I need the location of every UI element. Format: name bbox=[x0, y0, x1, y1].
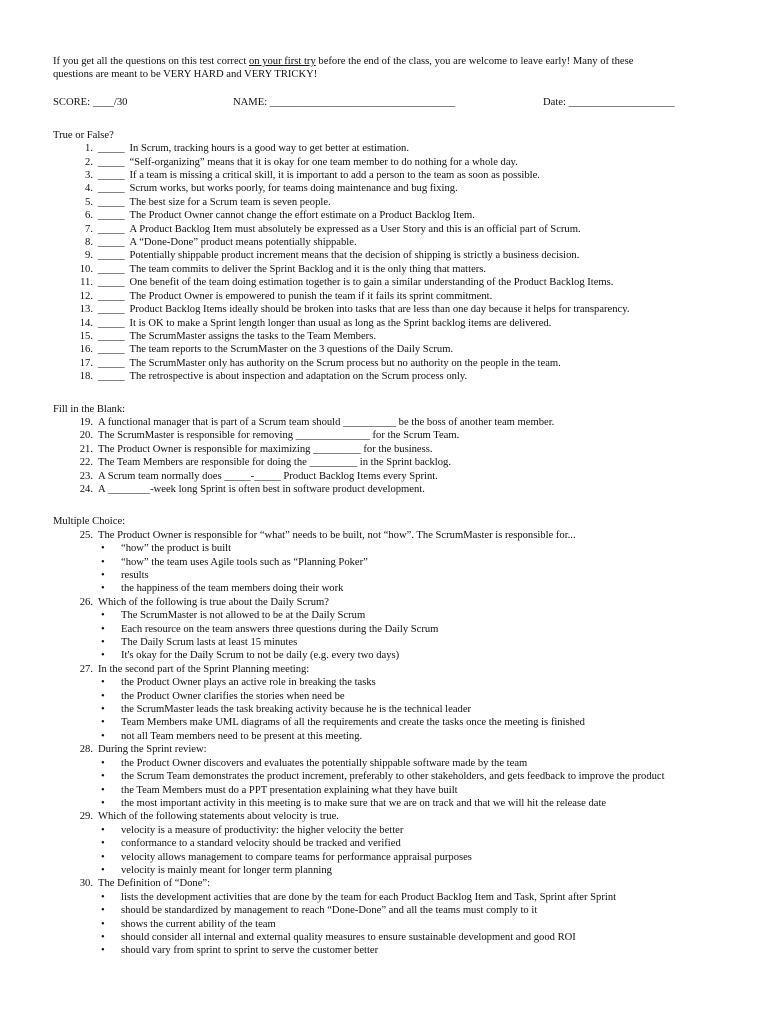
option-text: lists the development activities that are done by the team for each Product Backlog Item and Task, Sprint after Sprint bbox=[121, 891, 617, 903]
multiple-choice-question bbox=[53, 810, 713, 823]
multiple-choice-question bbox=[53, 877, 713, 890]
question-text: Which of the following statements about velocity is true. bbox=[98, 811, 339, 823]
fill-blank-item bbox=[53, 443, 713, 456]
date-field: Date: ____________________ bbox=[543, 96, 675, 108]
answer-option[interactable] bbox=[53, 556, 713, 569]
question-number: 26. bbox=[79, 596, 93, 608]
bullet-icon: • bbox=[101, 637, 105, 649]
question-number: 25. bbox=[79, 529, 93, 541]
bullet-icon: • bbox=[101, 757, 105, 769]
question-number: 28. bbox=[79, 744, 93, 756]
bullet-icon: • bbox=[101, 918, 105, 930]
fill-blank-item bbox=[53, 416, 713, 429]
true-false-item bbox=[53, 330, 713, 343]
answer-option[interactable] bbox=[53, 582, 713, 595]
true-false-item bbox=[53, 236, 713, 249]
option-text: shows the current ability of the team bbox=[121, 918, 276, 930]
answer-option[interactable] bbox=[53, 770, 713, 783]
option-text: the Product Owner discovers and evaluates the potentially shippable software made by the team bbox=[121, 757, 528, 769]
question-number: 11. bbox=[80, 277, 93, 289]
option-text: the Scrum Team demonstrates the product increment, preferably to other stakeholders, and gets feedback to improve the product bbox=[121, 771, 665, 783]
test-page bbox=[53, 55, 713, 958]
multiple-choice-list bbox=[53, 529, 713, 958]
intro bbox=[53, 55, 713, 82]
bullet-icon: • bbox=[101, 945, 105, 957]
true-false-item bbox=[53, 303, 713, 316]
bullet-icon: • bbox=[101, 730, 105, 742]
true-false-item bbox=[53, 263, 713, 276]
bullet-icon: • bbox=[101, 610, 105, 622]
answer-blank[interactable]: _____ bbox=[98, 263, 125, 275]
intro-text-continued: before the end of the class, you are welcome to leave early! Many of these bbox=[315, 56, 634, 67]
bullet-icon: • bbox=[101, 797, 105, 809]
question-text: One benefit of the team doing estimation together is to gain a similar understanding of the Product Backlog Items. bbox=[129, 277, 614, 289]
question-number: 12. bbox=[79, 290, 93, 302]
question-text: In Scrum, tracking hours is a good way to get better at estimation. bbox=[129, 143, 409, 155]
bullet-icon: • bbox=[101, 570, 105, 581]
question-number: 4. bbox=[85, 183, 93, 195]
answer-option[interactable] bbox=[53, 851, 713, 864]
answer-option[interactable] bbox=[53, 703, 713, 716]
option-text: It's okay for the Daily Scrum to not be daily (e.g. every two days) bbox=[121, 650, 400, 662]
fill-blank-item bbox=[53, 429, 713, 442]
bullet-icon: • bbox=[101, 824, 105, 836]
question-text: The ScrumMaster only has authority on the Scrum process but no authority on the people in the team. bbox=[129, 357, 561, 369]
question-text: A “Done-Done” product means potentially shippable. bbox=[129, 237, 357, 249]
answer-option[interactable] bbox=[53, 757, 713, 770]
bullet-icon: • bbox=[101, 556, 105, 568]
question-number: 15. bbox=[79, 330, 93, 342]
answer-option[interactable] bbox=[53, 918, 713, 931]
true-false-item bbox=[53, 209, 713, 222]
answer-option[interactable] bbox=[53, 824, 713, 837]
fill-blank-item bbox=[53, 470, 713, 483]
answer-options bbox=[53, 609, 713, 663]
option-text: not all Team members need to be present at this meeting. bbox=[121, 730, 363, 742]
answer-option[interactable] bbox=[53, 676, 713, 689]
multiple-choice-title: Multiple Choice: bbox=[53, 516, 126, 528]
option-text: should be standardized by management to reach “Done-Done” and all the teams must comply to it bbox=[121, 905, 538, 917]
question-text: The Product Owner is empowered to punish the team if it fails its sprint commitment. bbox=[129, 290, 493, 302]
option-text: the Product Owner clarifies the stories when need be bbox=[121, 690, 345, 702]
option-text: should consider all internal and external quality measures to ensure sustainable development and good ROI bbox=[121, 931, 576, 943]
answer-options bbox=[53, 757, 713, 811]
question-number: 16. bbox=[79, 344, 93, 356]
question-text: In the second part of the Sprint Planning meeting: bbox=[98, 663, 310, 675]
answer-blank[interactable]: _____ bbox=[98, 317, 125, 329]
multiple-choice-question bbox=[53, 596, 713, 609]
bullet-icon: • bbox=[101, 905, 105, 917]
option-text: “how” the team uses Agile tools such as “Planning Poker” bbox=[121, 556, 368, 568]
option-text: the Product Owner plays an active role in breaking the tasks bbox=[121, 677, 376, 689]
option-text: “how” the product is built bbox=[121, 543, 232, 555]
multiple-choice-question bbox=[53, 663, 713, 676]
option-text: the happiness of the team members doing their work bbox=[121, 583, 344, 595]
answer-blank[interactable]: _____ bbox=[98, 330, 125, 342]
true-false-item bbox=[53, 156, 713, 169]
fill-blank-item bbox=[53, 483, 713, 496]
option-text: velocity is a measure of productivity: the higher velocity the better bbox=[121, 824, 404, 836]
question-number: 8. bbox=[85, 237, 93, 249]
question-text: A ________-week long Sprint is often best in software product development. bbox=[98, 483, 425, 495]
question-text: The Team Members are responsible for doing the _________ in the Sprint backlog. bbox=[98, 457, 451, 469]
intro-line-2: questions are meant to be VERY HARD and VERY TRICKY! bbox=[53, 69, 318, 81]
question-number: 6. bbox=[85, 210, 93, 222]
true-false-item bbox=[53, 317, 713, 330]
fill-blank-title: Fill in the Blank: bbox=[53, 403, 126, 415]
bullet-icon: • bbox=[101, 838, 105, 850]
bullet-icon: • bbox=[101, 771, 105, 783]
bullet-icon: • bbox=[101, 690, 105, 702]
score-field: SCORE: ____/30 bbox=[53, 96, 128, 108]
answer-blank[interactable]: _____ bbox=[98, 250, 125, 262]
question-text: The retrospective is about inspection and adaptation on the Scrum process only. bbox=[129, 371, 468, 383]
question-number: 2. bbox=[85, 156, 93, 168]
question-number: 30. bbox=[79, 878, 93, 890]
question-number: 24. bbox=[79, 483, 93, 495]
bullet-icon: • bbox=[101, 623, 105, 635]
question-number: 21. bbox=[79, 443, 93, 455]
multiple-choice-question bbox=[53, 743, 713, 756]
answer-blank[interactable]: _____ bbox=[98, 344, 125, 356]
question-text: It is OK to make a Sprint length longer than usual as long as the Sprint backlog items are delivered. bbox=[129, 317, 552, 329]
fill-blank-item bbox=[53, 456, 713, 469]
question-text: The ScrumMaster is responsible for removing ______________ for the Scrum Team. bbox=[98, 430, 460, 442]
option-text: The Daily Scrum lasts at least 15 minutes bbox=[121, 637, 298, 649]
question-number: 1. bbox=[85, 143, 93, 155]
question-text: Which of the following is true about the Daily Scrum? bbox=[98, 596, 329, 608]
question-number: 14. bbox=[79, 317, 93, 329]
option-text: conformance to a standard velocity should be tracked and verified bbox=[121, 838, 401, 850]
question-text: A Scrum team normally does _____-_____ Product Backlog Items every Sprint. bbox=[98, 470, 438, 482]
question-text: “Self-organizing” means that it is okay for one team member to do nothing for a whole day. bbox=[129, 156, 518, 168]
question-text: Scrum works, but works poorly, for teams doing maintenance and bug fixing. bbox=[129, 183, 458, 195]
question-number: 23. bbox=[79, 470, 93, 482]
option-text: the most important activity in this meeting is to make sure that we are on track and that we will hit the release date bbox=[121, 797, 607, 809]
answer-blank[interactable]: _____ bbox=[98, 156, 125, 168]
bullet-icon: • bbox=[101, 851, 105, 863]
question-text: The team reports to the ScrumMaster on the 3 questions of the Daily Scrum. bbox=[129, 344, 454, 356]
question-number: 19. bbox=[79, 416, 93, 428]
question-number: 5. bbox=[85, 196, 93, 208]
answer-blank[interactable]: _____ bbox=[98, 143, 125, 155]
true-false-item bbox=[53, 290, 713, 303]
option-text: The ScrumMaster is not allowed to be at the Daily Scrum bbox=[121, 610, 366, 622]
true-false-item bbox=[53, 142, 713, 155]
true-false-title: True or False? bbox=[53, 129, 114, 141]
answer-option[interactable] bbox=[53, 609, 713, 622]
true-false-item bbox=[53, 223, 713, 236]
answer-options bbox=[53, 542, 713, 596]
question-text: During the Sprint review: bbox=[98, 744, 207, 756]
question-text: The ScrumMaster assigns the tasks to the Team Members. bbox=[129, 330, 376, 342]
question-text: A functional manager that is part of a Scrum team should __________ be the boss of another team member. bbox=[98, 416, 555, 428]
answer-blank[interactable]: _____ bbox=[98, 290, 125, 302]
option-text: results bbox=[121, 570, 149, 581]
answer-option[interactable] bbox=[53, 569, 713, 582]
question-text: Potentially shippable product increment means that the decision of shipping is strictly a business decision. bbox=[129, 250, 580, 262]
question-text: The Product Owner is responsible for maximizing _________ for the business. bbox=[98, 443, 433, 455]
question-number: 7. bbox=[85, 223, 93, 235]
question-text: Product Backlog Items ideally should be broken into tasks that are less than one day because it helps for transparency. bbox=[129, 304, 630, 316]
answer-option[interactable] bbox=[53, 784, 713, 797]
answer-blank[interactable]: _____ bbox=[98, 170, 125, 182]
answer-option[interactable] bbox=[53, 730, 713, 743]
option-text: Each resource on the team answers three questions during the Daily Scrum bbox=[121, 623, 439, 635]
answer-option[interactable] bbox=[53, 837, 713, 850]
answer-option[interactable] bbox=[53, 944, 713, 957]
name-field: NAME: ___________________________________ bbox=[233, 96, 456, 108]
question-text: The best size for a Scrum team is seven people. bbox=[129, 196, 331, 208]
answer-blank[interactable]: _____ bbox=[98, 237, 125, 249]
true-false-item bbox=[53, 196, 713, 209]
answer-option[interactable] bbox=[53, 542, 713, 555]
answer-blank[interactable]: _____ bbox=[98, 223, 125, 235]
intro-text: If you get all the questions on this test correct bbox=[53, 56, 249, 67]
true-false-list bbox=[53, 142, 713, 383]
option-text: should vary from sprint to sprint to serve the customer better bbox=[121, 945, 379, 957]
question-number: 17. bbox=[79, 357, 93, 369]
bullet-icon: • bbox=[101, 784, 105, 796]
bullet-icon: • bbox=[101, 717, 105, 729]
intro-underlined-text: on your first try bbox=[248, 56, 316, 67]
true-false-item bbox=[53, 169, 713, 182]
question-text: The team commits to deliver the Sprint Backlog and it is the only thing that matters. bbox=[129, 263, 487, 275]
bullet-icon: • bbox=[101, 891, 105, 903]
question-number: 27. bbox=[79, 663, 93, 675]
true-false-item bbox=[53, 249, 713, 262]
question-number: 13. bbox=[79, 304, 93, 316]
true-false-item bbox=[53, 343, 713, 356]
question-text: The Product Owner cannot change the effort estimate on a Product Backlog Item. bbox=[129, 210, 475, 222]
option-text: the Team Members must do a PPT presentation explaining what they have built bbox=[121, 784, 458, 796]
answer-option[interactable] bbox=[53, 690, 713, 703]
answer-options bbox=[53, 676, 713, 743]
question-text: The Definition of “Done”: bbox=[98, 878, 211, 890]
question-number: 22. bbox=[79, 457, 93, 469]
answer-option[interactable] bbox=[53, 797, 713, 810]
true-false-item bbox=[53, 370, 713, 383]
question-number: 10. bbox=[79, 263, 93, 275]
question-number: 3. bbox=[85, 170, 93, 182]
answer-blank[interactable]: _____ bbox=[98, 183, 125, 195]
intro-line-1 bbox=[53, 55, 713, 68]
answer-blank[interactable]: _____ bbox=[98, 304, 125, 316]
question-number: 9. bbox=[85, 250, 93, 262]
bullet-icon: • bbox=[101, 677, 105, 689]
answer-options bbox=[53, 891, 713, 958]
true-false-item bbox=[53, 182, 713, 195]
option-text: Team Members make UML diagrams of all the requirements and create the tasks once the meeting is finished bbox=[121, 717, 585, 729]
answer-option[interactable] bbox=[53, 649, 713, 662]
bullet-icon: • bbox=[101, 650, 105, 662]
answer-option[interactable] bbox=[53, 864, 713, 877]
fill-blank-list bbox=[53, 416, 713, 496]
answer-blank[interactable]: _____ bbox=[98, 210, 125, 222]
question-text: The Product Owner is responsible for “what” needs to be built, not “how”. The ScrumMaster is responsible for... bbox=[98, 529, 576, 541]
answer-option[interactable] bbox=[53, 891, 713, 904]
multiple-choice-question bbox=[53, 529, 713, 542]
answer-option[interactable] bbox=[53, 623, 713, 636]
answer-blank[interactable]: _____ bbox=[98, 371, 125, 383]
bullet-icon: • bbox=[101, 704, 105, 716]
question-text: A Product Backlog Item must absolutely be expressed as a User Story and this is an official part of Scrum. bbox=[129, 223, 581, 235]
question-number: 20. bbox=[79, 430, 93, 442]
answer-blank[interactable]: _____ bbox=[98, 357, 125, 369]
option-text: velocity allows management to compare teams for performance appraisal purposes bbox=[121, 851, 472, 863]
answer-option[interactable] bbox=[53, 636, 713, 649]
answer-option[interactable] bbox=[53, 716, 713, 729]
answer-blank[interactable]: _____ bbox=[98, 196, 125, 208]
true-false-item bbox=[53, 357, 713, 370]
question-text: If a team is missing a critical skill, it is important to add a person to the team as soon as possible. bbox=[129, 170, 540, 182]
bullet-icon: • bbox=[101, 583, 105, 595]
answer-option[interactable] bbox=[53, 904, 713, 917]
bullet-icon: • bbox=[101, 543, 105, 555]
answer-option[interactable] bbox=[53, 931, 713, 944]
header-row bbox=[53, 96, 713, 110]
question-number: 18. bbox=[79, 371, 93, 383]
option-text: velocity is mainly meant for longer term planning bbox=[121, 864, 332, 876]
true-false-item bbox=[53, 276, 713, 289]
option-text: the ScrumMaster leads the task breaking activity because he is the technical leader bbox=[121, 704, 472, 716]
bullet-icon: • bbox=[101, 864, 105, 876]
bullet-icon: • bbox=[101, 931, 105, 943]
answer-blank[interactable]: _____ bbox=[98, 277, 125, 289]
answer-options bbox=[53, 824, 713, 878]
question-number: 29. bbox=[79, 811, 93, 823]
